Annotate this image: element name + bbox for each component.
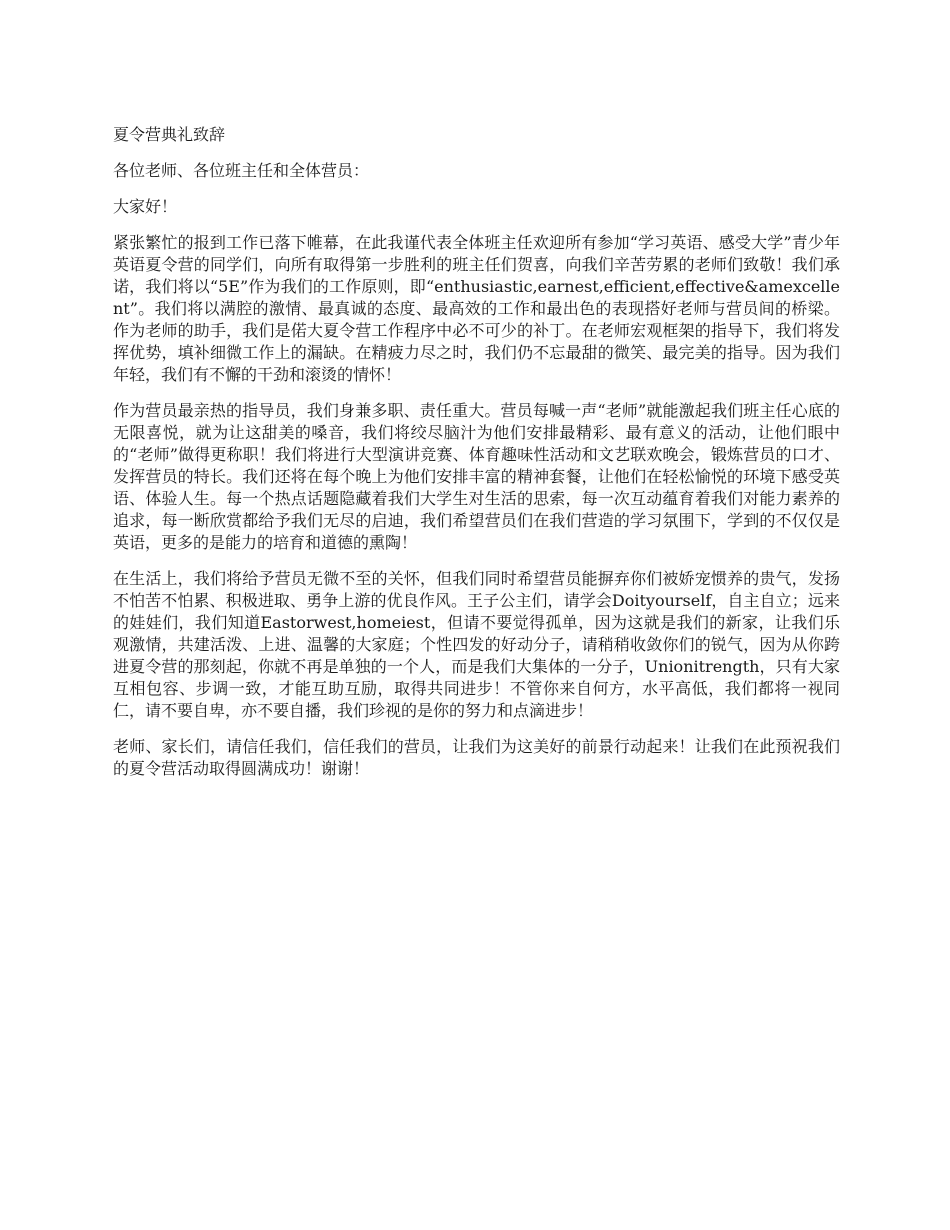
paragraph-welcome: 紧张繁忙的报到工作已落下帷幕，在此我谨代表全体班主任欢迎所有参加“学习英语、感受大学”青少年英语夏令营的同学们，向所有取得第一步胜利的班主任们贺喜，向我们辛苦劳累的老师们致敬！我们承诺，我们将以“5E”作为我们的工作原则，即“enthusiastic,earnest,efficient,effective&amexcellent”。我们将以满腔的激情、最真诚的态度、最高效的工作和最出色的表现搭好老师与营员间的桥梁。作为老师的助手，我们是偌大夏令营工作程序中必不可少的补丁。在老师宏观框架的指导下，我们将发挥优势，填补细微工作上的漏缺。在精疲力尽之时，我们仍不忘最甜的微笑、最完美的指导。因为我们年轻，我们有不懈的干劲和滚烫的情怀！	[113, 233, 840, 384]
paragraph-life: 在生活上，我们将给予营员无微不至的关怀，但我们同时希望营员能摒弃你们被娇宠惯养的贵气，发扬不怕苦不怕累、积极进取、勇争上游的优良作风。王子公主们，请学会Doityourself，自主自立；远来的娃娃们，我们知道Eastorwest,homeiest，但请不要觉得孤单，因为这就是我们的新家，让我们乐观激情，共建活泼、上进、温馨的大家庭；个性四发的好动分子，请稍稍收敛你们的锐气，因为从你跨进夏令营的那刻起，你就不再是单独的一个人，而是我们大集体的一分子，Unionitrength，只有大家互相包容、步调一致，才能互助互励，取得共同进步！不管你来自何方，水平高低，我们都将一视同仁，请不要自卑，亦不要自播，我们珍视的是你的努力和点滴进步！	[113, 569, 840, 720]
document-title: 夏令营典礼致辞	[113, 125, 226, 144]
document-body	[113, 124, 840, 794]
salutation: 各位老师、各位班主任和全体营员：	[113, 161, 370, 180]
paragraph-guidance: 作为营员最亲热的指导员，我们身兼多职、责任重大。营员每喊一声“老师”就能激起我们班主任心底的无限喜悦，就为让这甜美的嗓音，我们将绞尽脑汁为他们安排最精彩、最有意义的活动，让他们眼中的“老师”做得更称职！我们将进行大型演讲竞赛、体育趣味性活动和文艺联欢晚会，锻炼营员的口才、发挥营员的特长。我们还将在每个晚上为他们安排丰富的精神套餐，让他们在轻松愉悦的环境下感受英语、体验人生。每一个热点话题隐藏着我们大学生对生活的思索，每一次互动蕴育着我们对能力素养的追求，每一断欣赏都给予我们无尽的启迪，我们希望营员们在我们营造的学习氛围下，学到的不仅仅是英语，更多的是能力的培育和道德的熏陶！	[113, 401, 840, 552]
greeting: 大家好！	[113, 197, 178, 216]
paragraph-closing: 老师、家长们，请信任我们，信任我们的营员，让我们为这美好的前景行动起来！让我们在此预祝我们的夏令营活动取得圆满成功！谢谢！	[113, 737, 840, 778]
